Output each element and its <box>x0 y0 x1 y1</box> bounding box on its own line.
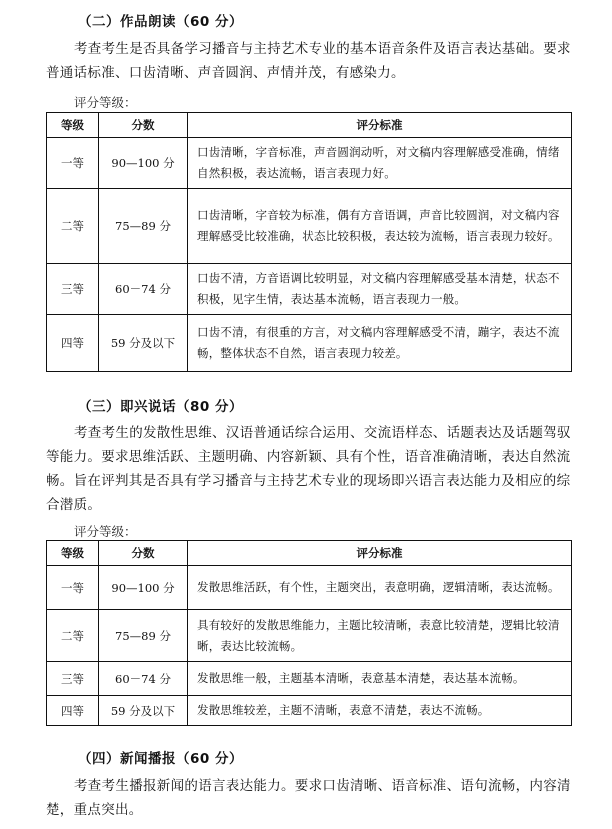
cell-criteria: 发散思维一般，主题基本清晰，表意基本清楚，表达基本流畅。 <box>188 662 572 696</box>
cell-criteria: 发散思维较差，主题不清晰，表意不清楚，表达不流畅。 <box>188 696 572 726</box>
cell-score: 75—89 分 <box>99 189 188 264</box>
scoring-table-reading <box>46 112 572 372</box>
cell-criteria: 口齿不清，有很重的方言，对文稿内容理解感受不清，蹦字，表达不流畅，整体状态不自然，语言表现力较差。 <box>188 315 572 372</box>
cell-score: 90—100 分 <box>99 138 188 189</box>
cell-criteria: 具有较好的发散思维能力，主题比较清晰，表意比较清楚，逻辑比较清晰，表达比较流畅。 <box>188 610 572 662</box>
cell-level: 一等 <box>47 566 99 610</box>
section-heading-reading: （二）作品朗读（60 分） <box>78 14 243 30</box>
cell-score: 90—100 分 <box>99 566 188 610</box>
table-row <box>47 264 572 315</box>
header-level: 等级 <box>47 113 99 138</box>
table-row <box>47 662 572 696</box>
cell-level: 三等 <box>47 264 99 315</box>
table-row <box>47 189 572 264</box>
cell-score: 59 分及以下 <box>99 315 188 372</box>
cell-level: 四等 <box>47 696 99 726</box>
grade-label: 评分等级： <box>74 524 137 539</box>
table-row <box>47 696 572 726</box>
cell-level: 一等 <box>47 138 99 189</box>
cell-score: 75—89 分 <box>99 610 188 662</box>
header-criteria: 评分标准 <box>188 113 572 138</box>
cell-score: 59 分及以下 <box>99 696 188 726</box>
header-level: 等级 <box>47 541 99 566</box>
section-paragraph-reading: 考查考生是否具备学习播音与主持艺术专业的基本语音条件及语言表达基础。要求普通话标准、口齿清晰、声音圆润、声情并茂，有感染力。 <box>46 41 571 81</box>
cell-criteria: 口齿不清，方音语调比较明显，对文稿内容理解感受基本清楚，状态不积极，见字生情，表达基本流畅，语言表现力一般。 <box>188 264 572 315</box>
scoring-table-impromptu <box>46 540 572 726</box>
cell-score: 60－74 分 <box>99 662 188 696</box>
table-header-row <box>47 541 572 566</box>
section-paragraph-news: 考查考生播报新闻的语言表达能力。要求口齿清晰、语音标准、语句流畅，内容清楚，重点突出。 <box>46 778 571 818</box>
table-row <box>47 138 572 189</box>
table-row <box>47 610 572 662</box>
header-score: 分数 <box>99 113 188 138</box>
cell-criteria: 发散思维活跃，有个性，主题突出，表意明确，逻辑清晰，表达流畅。 <box>188 566 572 610</box>
cell-level: 二等 <box>47 189 99 264</box>
cell-level: 二等 <box>47 610 99 662</box>
cell-criteria: 口齿清晰，字音标准，声音圆润动听，对文稿内容理解感受准确，情绪自然积极，表达流畅，语言表现力好。 <box>188 138 572 189</box>
cell-level: 四等 <box>47 315 99 372</box>
grade-label: 评分等级： <box>74 95 137 110</box>
section-paragraph-impromptu: 考查考生的发散性思维、汉语普通话综合运用、交流语样态、话题表达及话题驾驭等能力。要求思维活跃、主题明确、内容新颖、具有个性，语音准确清晰，表达自然流畅。旨在评判其是否具有学习播音与主持艺术专业的现场即兴语言表达能力及相应的综合潜质。 <box>46 425 571 513</box>
table-row <box>47 315 572 372</box>
section-heading-news: （四）新闻播报（60 分） <box>78 751 243 767</box>
header-score: 分数 <box>99 541 188 566</box>
table-header-row <box>47 113 572 138</box>
section-heading-impromptu: （三）即兴说话（80 分） <box>78 399 243 415</box>
cell-criteria: 口齿清晰，字音较为标准，偶有方音语调，声音比较圆润，对文稿内容理解感受比较准确，状态比较积极，表达较为流畅，语言表现力较好。 <box>188 189 572 264</box>
cell-score: 60－74 分 <box>99 264 188 315</box>
table-row <box>47 566 572 610</box>
cell-level: 三等 <box>47 662 99 696</box>
header-criteria: 评分标准 <box>188 541 572 566</box>
